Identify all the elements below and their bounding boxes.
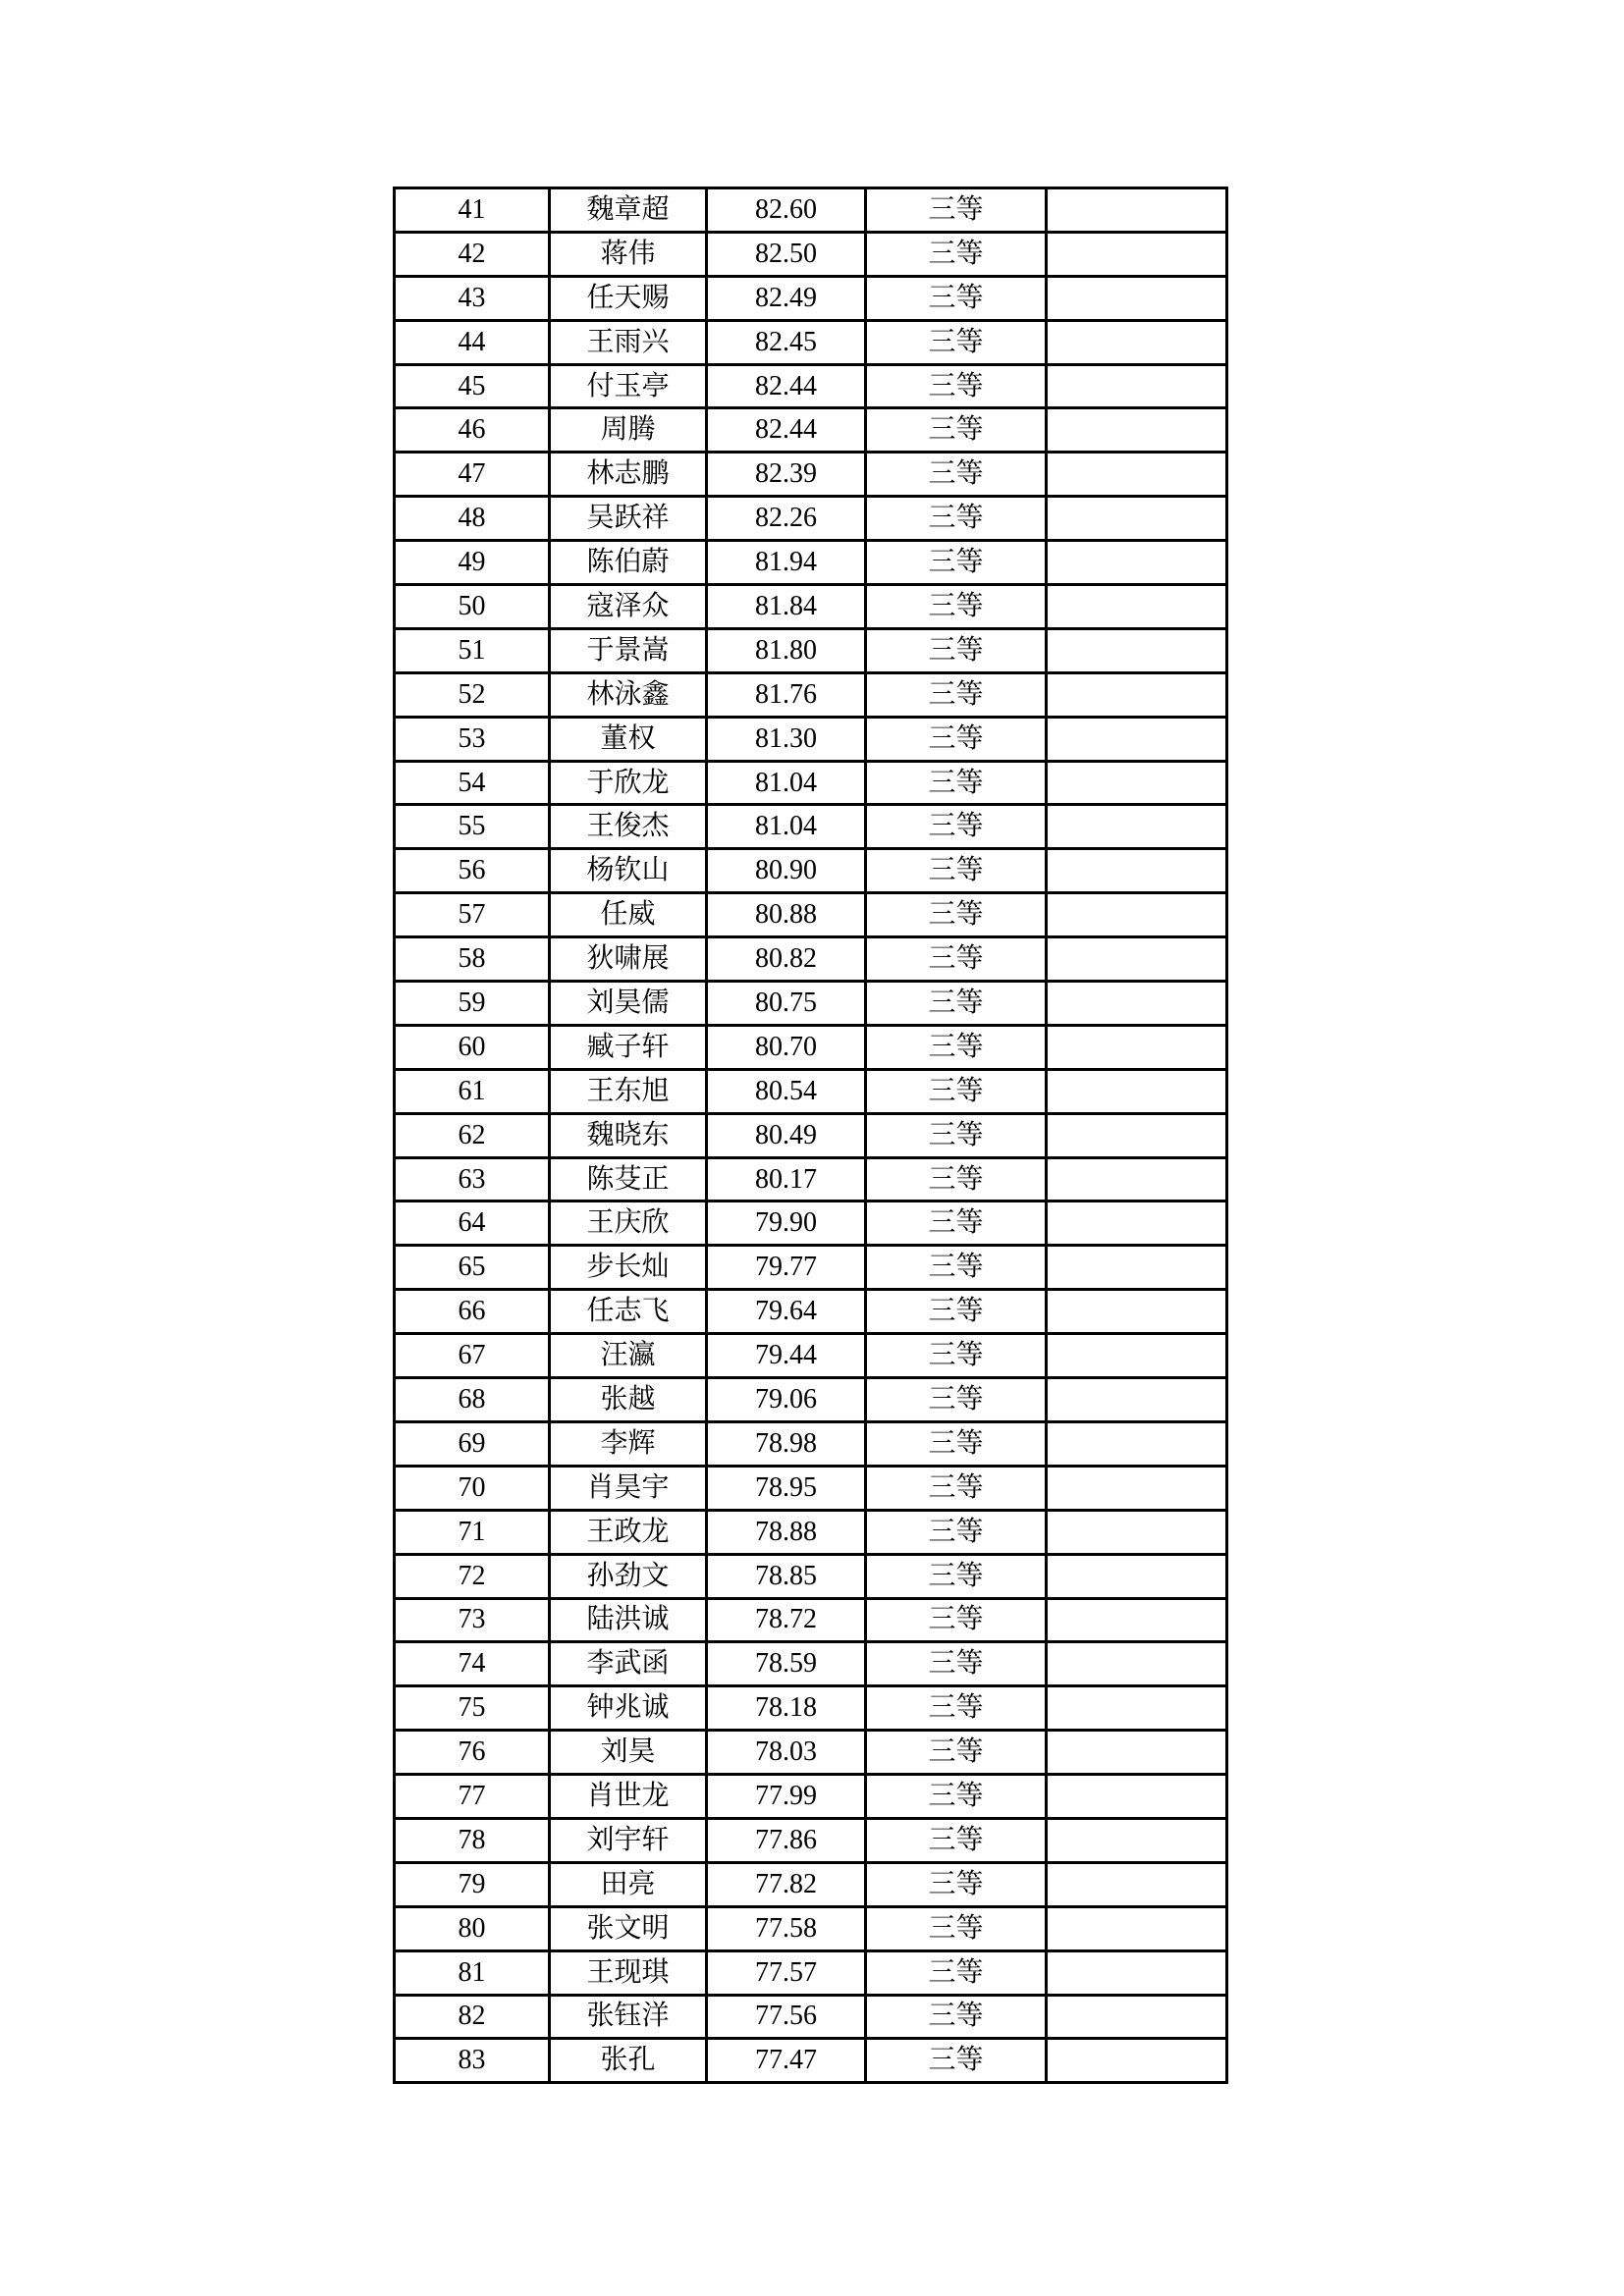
cell-grade: 三等 [866,1995,1047,2039]
cell-rank: 48 [395,497,550,541]
cell-rank: 41 [395,188,550,233]
cell-notes [1047,1466,1227,1510]
table-row [395,1906,1227,1950]
cell-notes [1047,497,1227,541]
table-row [395,1818,1227,1862]
cell-rank: 42 [395,232,550,276]
cell-name: 魏晓东 [550,1113,707,1157]
table-row [395,849,1227,893]
cell-score: 78.03 [707,1731,866,1775]
table-row [395,1642,1227,1686]
table-row [395,1025,1227,1069]
table-row [395,717,1227,761]
cell-name: 汪瀛 [550,1334,707,1378]
cell-name: 周腾 [550,408,707,453]
cell-grade: 三等 [866,408,1047,453]
cell-score: 79.77 [707,1246,866,1290]
cell-rank: 47 [395,453,550,497]
cell-name: 王雨兴 [550,320,707,364]
table-row [395,1334,1227,1378]
cell-score: 77.56 [707,1995,866,2039]
cell-score: 77.58 [707,1906,866,1950]
cell-rank: 69 [395,1421,550,1466]
table-row [395,1950,1227,1995]
cell-grade: 三等 [866,188,1047,233]
cell-rank: 57 [395,893,550,937]
cell-grade: 三等 [866,717,1047,761]
cell-notes [1047,1598,1227,1642]
cell-name: 肖世龙 [550,1775,707,1819]
cell-notes [1047,188,1227,233]
cell-grade: 三等 [866,1686,1047,1731]
cell-grade: 三等 [866,628,1047,672]
cell-grade: 三等 [866,1598,1047,1642]
cell-rank: 68 [395,1378,550,1422]
score-table [393,187,1228,2084]
cell-notes [1047,2039,1227,2083]
cell-rank: 49 [395,541,550,585]
cell-notes [1047,1731,1227,1775]
cell-name: 付玉亭 [550,364,707,408]
cell-grade: 三等 [866,1510,1047,1554]
cell-score: 80.90 [707,849,866,893]
cell-name: 寇泽众 [550,585,707,629]
cell-notes [1047,717,1227,761]
cell-notes [1047,1995,1227,2039]
cell-rank: 53 [395,717,550,761]
table-row [395,1421,1227,1466]
table-row [395,1201,1227,1246]
cell-name: 陈伯蔚 [550,541,707,585]
cell-name: 任志飞 [550,1290,707,1334]
cell-notes [1047,849,1227,893]
cell-name: 张孔 [550,2039,707,2083]
cell-score: 82.60 [707,188,866,233]
cell-name: 王政龙 [550,1510,707,1554]
cell-grade: 三等 [866,849,1047,893]
table-row [395,497,1227,541]
cell-name: 林泳鑫 [550,672,707,717]
table-row [395,1157,1227,1201]
cell-grade: 三等 [866,2039,1047,2083]
cell-notes [1047,541,1227,585]
cell-notes [1047,1818,1227,1862]
cell-grade: 三等 [866,1246,1047,1290]
cell-rank: 56 [395,849,550,893]
cell-grade: 三等 [866,1421,1047,1466]
cell-rank: 43 [395,276,550,320]
cell-notes [1047,1334,1227,1378]
cell-name: 蒋伟 [550,232,707,276]
cell-grade: 三等 [866,805,1047,849]
cell-notes [1047,1686,1227,1731]
cell-rank: 70 [395,1466,550,1510]
cell-grade: 三等 [866,1201,1047,1246]
cell-rank: 77 [395,1775,550,1819]
cell-name: 董权 [550,717,707,761]
cell-score: 78.72 [707,1598,866,1642]
cell-grade: 三等 [866,320,1047,364]
cell-score: 80.70 [707,1025,866,1069]
cell-name: 刘昊 [550,1731,707,1775]
cell-score: 77.47 [707,2039,866,2083]
table-row [395,320,1227,364]
cell-name: 陆洪诚 [550,1598,707,1642]
cell-rank: 71 [395,1510,550,1554]
cell-grade: 三等 [866,364,1047,408]
table-row [395,408,1227,453]
cell-notes [1047,1510,1227,1554]
cell-score: 82.45 [707,320,866,364]
cell-score: 78.88 [707,1510,866,1554]
cell-rank: 59 [395,982,550,1026]
table-row [395,1731,1227,1775]
cell-notes [1047,1906,1227,1950]
table-row [395,2039,1227,2083]
cell-score: 77.82 [707,1862,866,1906]
cell-name: 杨钦山 [550,849,707,893]
cell-name: 张钰洋 [550,1995,707,2039]
table-row [395,805,1227,849]
table-row [395,1246,1227,1290]
cell-rank: 52 [395,672,550,717]
cell-score: 81.30 [707,717,866,761]
cell-rank: 65 [395,1246,550,1290]
cell-grade: 三等 [866,1906,1047,1950]
cell-name: 吴跃祥 [550,497,707,541]
cell-score: 82.44 [707,408,866,453]
table-row [395,1995,1227,2039]
cell-rank: 80 [395,1906,550,1950]
cell-grade: 三等 [866,1642,1047,1686]
cell-name: 于欣龙 [550,761,707,805]
cell-score: 78.98 [707,1421,866,1466]
cell-name: 田亮 [550,1862,707,1906]
table-row [395,364,1227,408]
cell-score: 81.80 [707,628,866,672]
cell-score: 77.86 [707,1818,866,1862]
cell-grade: 三等 [866,761,1047,805]
table-row [395,188,1227,233]
cell-name: 任天赐 [550,276,707,320]
cell-grade: 三等 [866,672,1047,717]
cell-score: 80.17 [707,1157,866,1201]
cell-rank: 63 [395,1157,550,1201]
cell-notes [1047,982,1227,1026]
cell-grade: 三等 [866,1113,1047,1157]
cell-rank: 62 [395,1113,550,1157]
table-row [395,276,1227,320]
table-row [395,893,1227,937]
cell-name: 肖昊宇 [550,1466,707,1510]
cell-rank: 81 [395,1950,550,1995]
cell-score: 81.76 [707,672,866,717]
cell-grade: 三等 [866,1862,1047,1906]
cell-rank: 44 [395,320,550,364]
cell-score: 78.18 [707,1686,866,1731]
cell-score: 82.50 [707,232,866,276]
cell-notes [1047,761,1227,805]
cell-name: 任威 [550,893,707,937]
table-row [395,1775,1227,1819]
cell-score: 82.39 [707,453,866,497]
table-row [395,1510,1227,1554]
cell-rank: 45 [395,364,550,408]
cell-name: 张文明 [550,1906,707,1950]
cell-grade: 三等 [866,541,1047,585]
table-row [395,1290,1227,1334]
cell-grade: 三等 [866,1466,1047,1510]
cell-grade: 三等 [866,453,1047,497]
cell-notes [1047,364,1227,408]
table-row [395,232,1227,276]
cell-name: 陈芟正 [550,1157,707,1201]
cell-notes [1047,1157,1227,1201]
table-row [395,1466,1227,1510]
table-row [395,585,1227,629]
cell-notes [1047,232,1227,276]
cell-grade: 三等 [866,585,1047,629]
cell-rank: 73 [395,1598,550,1642]
cell-grade: 三等 [866,937,1047,982]
cell-name: 张越 [550,1378,707,1422]
cell-rank: 78 [395,1818,550,1862]
cell-grade: 三等 [866,1775,1047,1819]
cell-rank: 67 [395,1334,550,1378]
cell-rank: 83 [395,2039,550,2083]
cell-grade: 三等 [866,1378,1047,1422]
score-table-body [395,188,1227,2083]
cell-name: 臧子轩 [550,1025,707,1069]
cell-score: 79.44 [707,1334,866,1378]
cell-score: 81.04 [707,761,866,805]
cell-notes [1047,276,1227,320]
cell-rank: 76 [395,1731,550,1775]
cell-grade: 三等 [866,1334,1047,1378]
table-row [395,1069,1227,1113]
cell-notes [1047,1642,1227,1686]
cell-name: 魏章超 [550,188,707,233]
cell-notes [1047,453,1227,497]
cell-score: 80.82 [707,937,866,982]
cell-name: 王东旭 [550,1069,707,1113]
cell-name: 于景嵩 [550,628,707,672]
cell-name: 步长灿 [550,1246,707,1290]
cell-notes [1047,1554,1227,1598]
cell-notes [1047,1950,1227,1995]
cell-rank: 66 [395,1290,550,1334]
cell-notes [1047,893,1227,937]
cell-grade: 三等 [866,1950,1047,1995]
table-row [395,1862,1227,1906]
cell-rank: 55 [395,805,550,849]
table-row [395,672,1227,717]
cell-score: 78.85 [707,1554,866,1598]
cell-score: 78.95 [707,1466,866,1510]
cell-name: 王俊杰 [550,805,707,849]
cell-score: 79.06 [707,1378,866,1422]
cell-grade: 三等 [866,982,1047,1026]
cell-rank: 50 [395,585,550,629]
cell-rank: 82 [395,1995,550,2039]
cell-notes [1047,408,1227,453]
table-row [395,982,1227,1026]
cell-name: 狄啸展 [550,937,707,982]
cell-score: 82.26 [707,497,866,541]
cell-notes [1047,805,1227,849]
cell-notes [1047,1201,1227,1246]
cell-score: 82.49 [707,276,866,320]
cell-rank: 46 [395,408,550,453]
table-row [395,1598,1227,1642]
cell-notes [1047,1069,1227,1113]
cell-rank: 60 [395,1025,550,1069]
cell-name: 李武函 [550,1642,707,1686]
cell-grade: 三等 [866,1818,1047,1862]
table-row [395,761,1227,805]
cell-score: 79.90 [707,1201,866,1246]
cell-notes [1047,1113,1227,1157]
cell-notes [1047,628,1227,672]
table-row [395,628,1227,672]
cell-rank: 54 [395,761,550,805]
cell-grade: 三等 [866,497,1047,541]
cell-name: 王现琪 [550,1950,707,1995]
cell-rank: 61 [395,1069,550,1113]
table-row [395,937,1227,982]
table-row [395,1686,1227,1731]
table-row [395,1113,1227,1157]
cell-notes [1047,1421,1227,1466]
cell-score: 78.59 [707,1642,866,1686]
cell-notes [1047,1775,1227,1819]
cell-score: 81.84 [707,585,866,629]
cell-grade: 三等 [866,1290,1047,1334]
cell-notes [1047,1378,1227,1422]
cell-rank: 74 [395,1642,550,1686]
cell-rank: 64 [395,1201,550,1246]
cell-grade: 三等 [866,232,1047,276]
cell-grade: 三等 [866,1554,1047,1598]
cell-score: 80.54 [707,1069,866,1113]
cell-notes [1047,937,1227,982]
cell-rank: 51 [395,628,550,672]
table-row [395,541,1227,585]
cell-score: 81.04 [707,805,866,849]
cell-notes [1047,1290,1227,1334]
cell-grade: 三等 [866,1157,1047,1201]
cell-score: 79.64 [707,1290,866,1334]
cell-score: 81.94 [707,541,866,585]
table-row [395,1554,1227,1598]
cell-notes [1047,320,1227,364]
cell-name: 李辉 [550,1421,707,1466]
cell-name: 孙劲文 [550,1554,707,1598]
cell-rank: 72 [395,1554,550,1598]
cell-grade: 三等 [866,893,1047,937]
cell-grade: 三等 [866,1069,1047,1113]
cell-score: 80.75 [707,982,866,1026]
cell-rank: 58 [395,937,550,982]
cell-grade: 三等 [866,276,1047,320]
cell-score: 77.99 [707,1775,866,1819]
cell-score: 77.57 [707,1950,866,1995]
cell-name: 刘昊儒 [550,982,707,1026]
cell-notes [1047,1246,1227,1290]
cell-notes [1047,585,1227,629]
cell-rank: 79 [395,1862,550,1906]
cell-notes [1047,672,1227,717]
cell-name: 林志鹏 [550,453,707,497]
cell-score: 82.44 [707,364,866,408]
cell-name: 王庆欣 [550,1201,707,1246]
cell-notes [1047,1862,1227,1906]
cell-score: 80.88 [707,893,866,937]
cell-grade: 三等 [866,1025,1047,1069]
cell-name: 钟兆诚 [550,1686,707,1731]
table-row [395,1378,1227,1422]
cell-grade: 三等 [866,1731,1047,1775]
cell-notes [1047,1025,1227,1069]
cell-name: 刘宇轩 [550,1818,707,1862]
cell-score: 80.49 [707,1113,866,1157]
table-row [395,453,1227,497]
cell-rank: 75 [395,1686,550,1731]
